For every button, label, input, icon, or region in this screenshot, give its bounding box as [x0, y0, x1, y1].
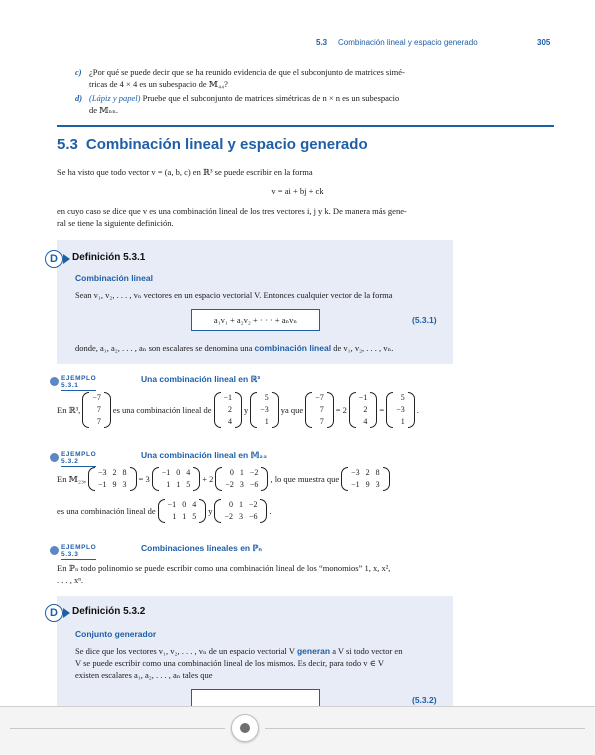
- matrix-entry: −1: [358, 393, 368, 402]
- text-plus2: + 2: [202, 474, 214, 484]
- matrix-entries: [222, 467, 261, 491]
- matrix-entries: [348, 467, 383, 491]
- matrix-2: [152, 467, 201, 491]
- matrix-entry: −3: [98, 468, 107, 477]
- matrix-entry: 5: [186, 480, 191, 489]
- paren-right: [383, 467, 390, 491]
- matrix-entry: 0: [229, 468, 234, 477]
- example-bullet-icon: [50, 546, 59, 555]
- running-header: [0, 38, 595, 52]
- text-lo: , lo que muestra que: [270, 474, 340, 484]
- equation-box: a₁v₁ + a₂v₂ + · · · + aₙvₙ: [191, 309, 320, 331]
- matrix-entry: 1: [166, 480, 171, 489]
- matrix-entry: 8: [375, 468, 380, 477]
- vector-2: [214, 392, 243, 428]
- intro-line-1: Se ha visto que todo vector v = (a, b, c) en ℝ³ se puede escribir en la forma: [57, 167, 313, 177]
- text-yaque: ya que: [280, 405, 304, 415]
- matrix-entry: −3: [396, 405, 405, 414]
- matrix-entry: 1: [264, 417, 269, 426]
- matrix-entry: 3: [122, 480, 127, 489]
- equation-number-2: (5.3.2): [412, 695, 437, 705]
- paren-right: [199, 499, 206, 523]
- paren-left: [215, 467, 222, 491]
- matrix-entry: 4: [363, 417, 368, 426]
- example-label: EJEMPLO 5.3.3: [61, 544, 97, 558]
- matrix-entry: 1: [239, 468, 244, 477]
- definition-text: Sean v₁, v₂, . . . , vₙ vectores en un espacio vectorial V. Entonces cualquier vector de la forma: [75, 290, 393, 300]
- paren-left: [158, 499, 165, 523]
- item-label: d): [75, 93, 83, 103]
- example-bullet-icon: [50, 377, 59, 386]
- text-end: .: [416, 405, 419, 415]
- matrix-entry: 2: [228, 405, 233, 414]
- matrix-entries: [356, 392, 371, 428]
- matrix-entry: 9: [112, 480, 117, 489]
- matrix-entry: −1: [223, 393, 233, 402]
- section-rule: [57, 125, 554, 127]
- definition-badge-icon: D: [45, 604, 63, 622]
- matrix-entry: 1: [172, 512, 177, 521]
- def-text-c: de v₁, v₂, . . . , vₙ.: [331, 343, 394, 353]
- matrix-entries: [312, 392, 327, 428]
- paren-left: [349, 392, 356, 428]
- matrix-entry: 5: [264, 393, 269, 402]
- matrix-entry: −6: [249, 480, 259, 489]
- matrix-entry: −3: [351, 468, 360, 477]
- paren-right: [327, 392, 334, 428]
- matrix-entries: [89, 392, 104, 428]
- paren-right: [130, 467, 137, 491]
- matrix-entry: 0: [182, 500, 187, 509]
- text-en: En 𝕄₂₃,: [57, 473, 87, 484]
- intro-equation: v = ai + bj + ck: [271, 186, 324, 196]
- exercise-item-c: [75, 66, 458, 90]
- matrix-entry: 1: [400, 417, 405, 426]
- lapiz-tag: (Lápiz y papel): [89, 93, 141, 103]
- definition-text-2: V se puede escribir como una combinación lineal de los mismos. Es decir, para todo v ∈ V: [75, 658, 384, 668]
- scroll-track-left: [10, 728, 225, 729]
- intro-line-3: ral se tiene la siguiente definición.: [57, 218, 174, 228]
- vector-6: [386, 392, 415, 428]
- matrix-entry: −2: [224, 512, 233, 521]
- text-eq3: = 3: [138, 474, 150, 484]
- matrix-entry: 2: [365, 468, 370, 477]
- def-text-a: donde, a₁, a₂, . . . , aₙ son escalares se denomina una: [75, 343, 255, 353]
- text-y: y: [244, 405, 249, 415]
- matrix-entry: 1: [182, 512, 187, 521]
- text-y: y: [208, 506, 213, 516]
- matrix-entry: −3: [260, 405, 269, 414]
- vector-5: [349, 392, 378, 428]
- paren-right: [261, 467, 268, 491]
- text-end: .: [269, 506, 272, 516]
- paren-left: [88, 467, 95, 491]
- matrix-6: [214, 499, 267, 523]
- example-3-line-1: En ℙₙ todo polinomio se puede escribir como una combinación lineal de los “monomios” 1, x, x²,: [57, 563, 391, 573]
- paren-right: [272, 392, 279, 428]
- definition-subtitle: Conjunto generador: [75, 629, 157, 639]
- example-title: Una combinación lineal en ℝ³: [141, 374, 261, 384]
- matrix-entries: [221, 499, 260, 523]
- matrix-entry: −1: [98, 480, 107, 489]
- example-label: EJEMPLO 5.3.1: [61, 375, 97, 389]
- matrix-entry: −6: [248, 512, 258, 521]
- paren-left: [214, 499, 221, 523]
- arrow-right-icon: [63, 608, 70, 618]
- matrix-4: [341, 467, 390, 491]
- paren-right: [408, 392, 415, 428]
- example-2-expression-2: [57, 499, 272, 523]
- definition-text-3: existen escalares a₁, a₂, . . . , aₙ tales que: [75, 670, 213, 680]
- paren-left: [82, 392, 89, 428]
- example-3-line-2: . . . , xⁿ.: [57, 575, 84, 585]
- matrix-entry: 9: [365, 480, 370, 489]
- arrow-right-icon: [63, 254, 70, 264]
- equation-box-2: [191, 689, 320, 706]
- matrix-entries: [257, 392, 272, 428]
- matrix-1: [88, 467, 137, 491]
- matrix-entry: 4: [228, 417, 233, 426]
- text-eq: = 2: [335, 405, 347, 415]
- matrix-5: [158, 499, 207, 523]
- matrix-entry: 5: [192, 512, 197, 521]
- paren-left: [305, 392, 312, 428]
- section-number: 5.3: [57, 136, 78, 153]
- paren-left: [386, 392, 393, 428]
- definition-text: [75, 645, 445, 657]
- matrix-entry: −2: [249, 468, 259, 477]
- text-es: es una combinación lineal de: [57, 506, 156, 516]
- definition-subtitle: Combinación lineal: [75, 273, 153, 283]
- paren-right: [370, 392, 377, 428]
- paren-left: [341, 467, 348, 491]
- example-bullet-icon: [50, 453, 59, 462]
- matrix-entry: −7: [92, 393, 101, 402]
- page-number: 305: [537, 38, 551, 47]
- matrix-entry: −2: [225, 480, 234, 489]
- matrix-3: [215, 467, 268, 491]
- item-text: ¿Por qué se puede decir que se ha reunido evidencia de que el subconjunto de matrices simé-: [89, 67, 405, 77]
- matrix-entry: 4: [192, 500, 197, 509]
- def-term: combinación lineal: [254, 343, 332, 353]
- paren-left: [214, 392, 221, 428]
- matrix-entry: 7: [319, 417, 324, 426]
- definition-badge-icon: D: [45, 250, 63, 268]
- definition-text-2: [75, 342, 445, 354]
- text-en: En ℝ³,: [57, 404, 81, 415]
- item-text-body: Pruebe que el subconjunto de matrices simétricas de n × n es un subespacio: [140, 93, 400, 103]
- example-1-expression: [57, 392, 419, 428]
- paren-right: [235, 392, 242, 428]
- matrix-entry: 0: [176, 468, 181, 477]
- matrix-entry: 2: [112, 468, 117, 477]
- matrix-entry: 3: [238, 512, 243, 521]
- item-text: [78, 92, 458, 104]
- exercise-item-d: [75, 92, 458, 116]
- matrix-entries: [221, 392, 236, 428]
- matrix-entry: −1: [351, 480, 360, 489]
- vector-1: [82, 392, 111, 428]
- matrix-entry: 1: [238, 500, 243, 509]
- item-text-2: de 𝕄ₙₙ.: [89, 105, 119, 115]
- matrix-entry: 7: [96, 405, 101, 414]
- paren-left: [152, 467, 159, 491]
- header-section-title: Combinación lineal y espacio generado: [338, 38, 478, 47]
- matrix-entry: 0: [228, 500, 233, 509]
- matrix-entries: [165, 499, 200, 523]
- matrix-entry: 7: [319, 405, 324, 414]
- section-title: Combinación lineal y espacio generado: [85, 136, 368, 153]
- matrix-entry: 3: [239, 480, 244, 489]
- example-title: Combinaciones lineales en ℙₙ: [141, 543, 262, 553]
- paren-left: [250, 392, 257, 428]
- matrix-entry: −1: [161, 468, 171, 477]
- definition-title: Definición 5.3.1: [72, 252, 146, 263]
- matrix-entry: −1: [167, 500, 177, 509]
- paren-right: [193, 467, 200, 491]
- scroll-track-right: [265, 728, 585, 729]
- def-term: generan: [296, 646, 331, 656]
- text-eq2: =: [379, 405, 385, 415]
- intro-line-2: en cuyo caso se dice que v es una combinación lineal de los tres vectores i, j y k. De manera más gene-: [57, 206, 407, 216]
- matrix-entry: −7: [315, 393, 324, 402]
- text-es: es una combinación lineal de: [112, 405, 212, 415]
- matrix-entry: 4: [186, 468, 191, 477]
- matrix-entry: 5: [400, 393, 405, 402]
- def-text-a: Se dice que los vectores v₁, v₂, . . . , vₙ de un espacio vectorial V: [75, 646, 297, 656]
- matrix-entry: 2: [363, 405, 368, 414]
- circle-icon: [240, 723, 250, 733]
- matrix-entries: [159, 467, 194, 491]
- vector-4: [305, 392, 334, 428]
- header-section-number: 5.3: [316, 38, 328, 47]
- matrix-entry: 7: [96, 417, 101, 426]
- matrix-entry: 1: [176, 480, 181, 489]
- matrix-entry: −2: [248, 500, 258, 509]
- definition-title: Definición 5.3.2: [72, 606, 146, 617]
- paren-right: [260, 499, 267, 523]
- item-text-2: tricas de 4 × 4 es un subespacio de 𝕄₄₄?: [89, 79, 228, 89]
- matrix-entries: [95, 467, 130, 491]
- equation-number: (5.3.1): [412, 315, 437, 325]
- viewer-scroll-bar[interactable]: [0, 706, 595, 755]
- example-2-expression: [57, 467, 392, 491]
- matrix-entry: 8: [122, 468, 127, 477]
- matrix-entries: [393, 392, 408, 428]
- paren-right: [104, 392, 111, 428]
- vector-3: [250, 392, 279, 428]
- def-text-c: a V si todo vector en: [330, 646, 403, 656]
- scroll-thumb-handle[interactable]: [231, 714, 259, 742]
- section-heading: [57, 136, 368, 153]
- matrix-entry: 3: [375, 480, 380, 489]
- example-title: Una combinación lineal en 𝕄₂₃: [141, 450, 267, 460]
- example-label: EJEMPLO 5.3.2: [61, 451, 97, 465]
- item-label: c): [75, 67, 82, 77]
